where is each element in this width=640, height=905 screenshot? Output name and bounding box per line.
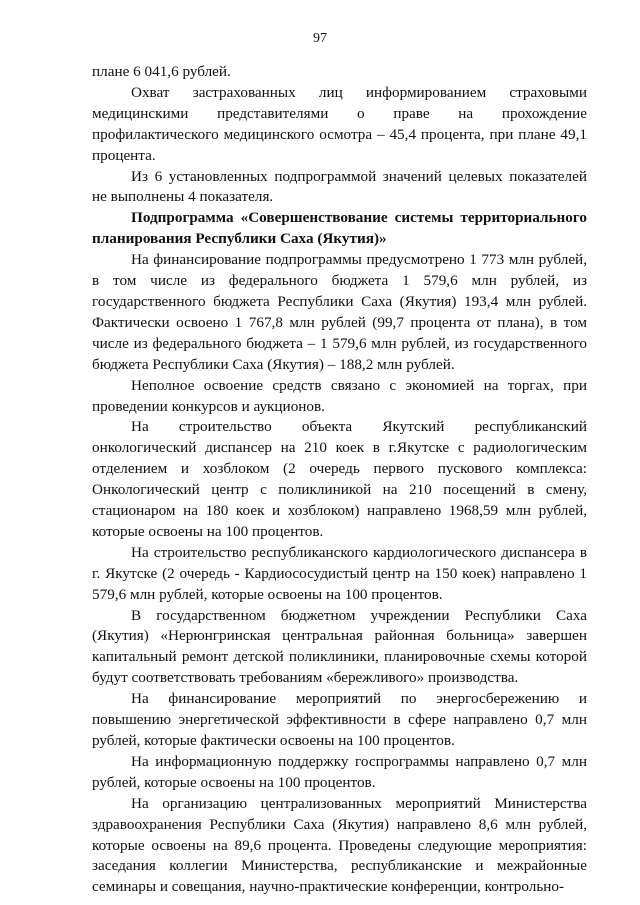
paragraph-continuation: плане 6 041,6 рублей. (92, 63, 231, 80)
subprogram-heading: Подпрограмма «Совершенствование системы территориального планирования Республики Саха (Якутия)» (92, 209, 587, 248)
paragraph: В государственном бюджетном учреждении Республики Саха (Якутия) «Нерюнгринская центральная районная больница» завершен капитальный ремонт детской поликлиники, планировочные схемы которой будут соответствовать требованиям «бережливого» производства. (92, 606, 587, 687)
page-number: 97 (313, 31, 327, 46)
paragraph: На строительство республиканского кардиологического диспансера в г. Якутске (2 очередь - Кардиососудистый центр на 150 коек) направлено 1 579,6 млн рублей, которые освоены на 100 процентов. (92, 543, 587, 603)
paragraph: На информационную поддержку госпрограммы направлено 0,7 млн рублей, которые освоены на 100 процентов. (92, 752, 587, 791)
paragraph: Из 6 установленных подпрограммой значений целевых показателей не выполнены 4 показателя. (92, 167, 587, 206)
paragraph: На строительство объекта Якутский республиканский онкологический диспансер на 210 коек в г.Якутске с радиологическим отделением и хозблоком (2 очередь первого пускового комплекса: Онкологический центр с поликлиникой на 210 посещений в смену, стационаром на 180 коек и хозблоком) направлено 1968,59 млн рублей, которые освоены на 100 процентов. (92, 418, 587, 540)
paragraph: На финансирование подпрограммы предусмотрено 1 773 млн рублей, в том числе из федерального бюджета 1 579,6 млн рублей, из государственного бюджета Республики Саха (Якутия) 193,4 млн рублей. Фактически освоено 1 767,8 млн рублей (99,7 процента от плана), в том числе из федерального бюджета – 1 579,6 млн рублей, из государственного бюджета Республики Саха (Якутия) – 188,2 млн рублей. (92, 251, 587, 373)
page-body (92, 62, 587, 898)
paragraph: На финансирование мероприятий по энергосбережению и повышению энергетической эффективности в сфере направлено 0,7 млн рублей, которые фактически освоены на 100 процентов. (92, 690, 587, 749)
paragraph: Неполное освоение средств связано с экономией на торгах, при проведении конкурсов и аукционов. (92, 376, 587, 415)
paragraph: Охват застрахованных лиц информированием страховыми медицинскими представителями о праве на прохождение профилактического медицинского осмотра – 45,4 процента, при плане 49,1 процента. (92, 83, 587, 164)
paragraph: На организацию централизованных мероприятий Министерства здравоохранения Республики Саха (Якутия) направлено 8,6 млн рублей, которые освоены на 89,6 процента. Проведены следующие мероприятия: заседания коллегии Министерства, республиканские и межрайонные семинары и совещания, научно-практические конференции, контрольно- (92, 794, 587, 896)
